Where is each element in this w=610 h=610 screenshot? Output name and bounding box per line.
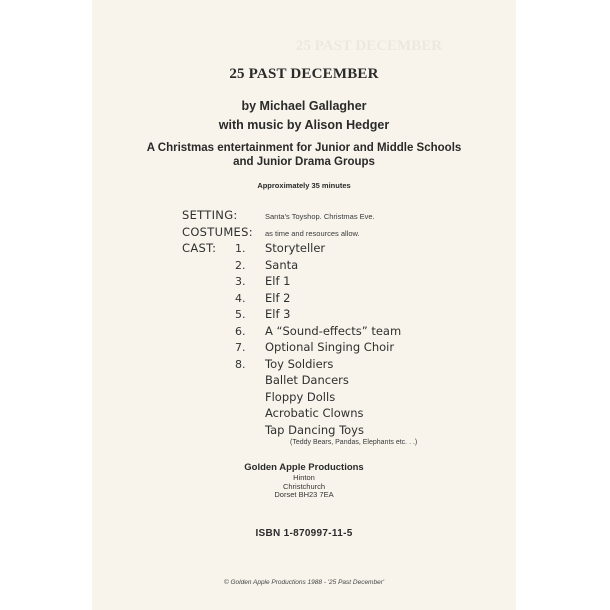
cast-name: Elf 3 xyxy=(265,307,291,321)
cast-row-2 xyxy=(182,258,417,275)
address-line-1: Hinton xyxy=(293,473,315,482)
address-line-2: Christchurch xyxy=(282,481,326,491)
cast-row-8-extra xyxy=(182,406,417,423)
cast-name: Elf 2 xyxy=(265,290,291,305)
cast-row-8-extra xyxy=(182,373,417,390)
publisher-address xyxy=(92,474,516,500)
cast-name: Ballet Dancers xyxy=(265,373,349,387)
cast-number: 4. xyxy=(235,291,246,305)
cast-name: Optional Singing Choir xyxy=(265,340,395,354)
cast-row-8-extra xyxy=(182,390,417,407)
setting-value: Santa's Toyshop. Christmas Eve. xyxy=(265,212,375,221)
music-credit-line: with music by Alison Hedger xyxy=(218,118,390,132)
cast-number: 5. xyxy=(235,308,246,321)
cast-row-4 xyxy=(182,291,417,308)
subtitle-line-2: and Junior Drama Groups xyxy=(233,156,375,168)
copyright-notice: © Golden Apple Productions 1988 - '25 Past December' xyxy=(223,579,385,586)
cast-label: CAST: xyxy=(182,241,217,255)
cast-group-note: (Teddy Bears, Pandas, Elephants etc. . .) xyxy=(290,439,418,446)
cast-row-6 xyxy=(182,324,417,341)
cast-name: Storyteller xyxy=(265,241,326,255)
cast-number: 2. xyxy=(235,258,246,272)
author-line: by Michael Gallagher xyxy=(241,99,367,113)
publisher-name: Golden Apple Productions xyxy=(244,462,364,473)
costumes-value: as time and resources allow. xyxy=(265,228,360,238)
cast-row-7 xyxy=(182,340,417,357)
show-through-title: 25 PAST DECEMBER xyxy=(295,38,443,54)
isbn: ISBN 1-870997-11-5 xyxy=(255,528,353,539)
cast-row-8-extra xyxy=(182,423,417,440)
cast-number: 8. xyxy=(235,357,246,371)
duration-note: Approximately 35 minutes xyxy=(257,181,351,190)
cast-row-3 xyxy=(182,274,417,291)
page-title: 25 PAST DECEMBER xyxy=(229,66,379,82)
address-line-3: Dorset BH23 7EA xyxy=(274,490,334,499)
cast-number: 6. xyxy=(235,324,246,338)
setting-label: SETTING: xyxy=(182,208,238,222)
subtitle-line-1: A Christmas entertainment for Junior and Middle Schools xyxy=(146,142,462,154)
cast-row-5 xyxy=(182,307,417,324)
cast-name: A “Sound-effects” team xyxy=(265,323,402,338)
cast-name: Elf 1 xyxy=(265,274,291,288)
cast-row-8 xyxy=(182,357,417,374)
production-details xyxy=(182,208,417,453)
cast-name: Tap Dancing Toys xyxy=(265,422,364,437)
cast-number: 1. xyxy=(235,242,246,255)
document-page xyxy=(92,0,516,610)
cast-number: 7. xyxy=(235,341,246,354)
setting-row xyxy=(182,208,417,225)
cast-name: Floppy Dolls xyxy=(265,389,336,404)
cast-name: Toy Soldiers xyxy=(265,356,334,371)
subtitle xyxy=(92,141,516,169)
cast-name: Santa xyxy=(265,257,299,272)
cast-row-1 xyxy=(182,241,417,258)
costumes-row xyxy=(182,225,417,242)
costumes-label: COSTUMES: xyxy=(182,224,253,239)
cast-name: Acrobatic Clowns xyxy=(265,406,364,420)
cast-number: 3. xyxy=(235,275,246,288)
